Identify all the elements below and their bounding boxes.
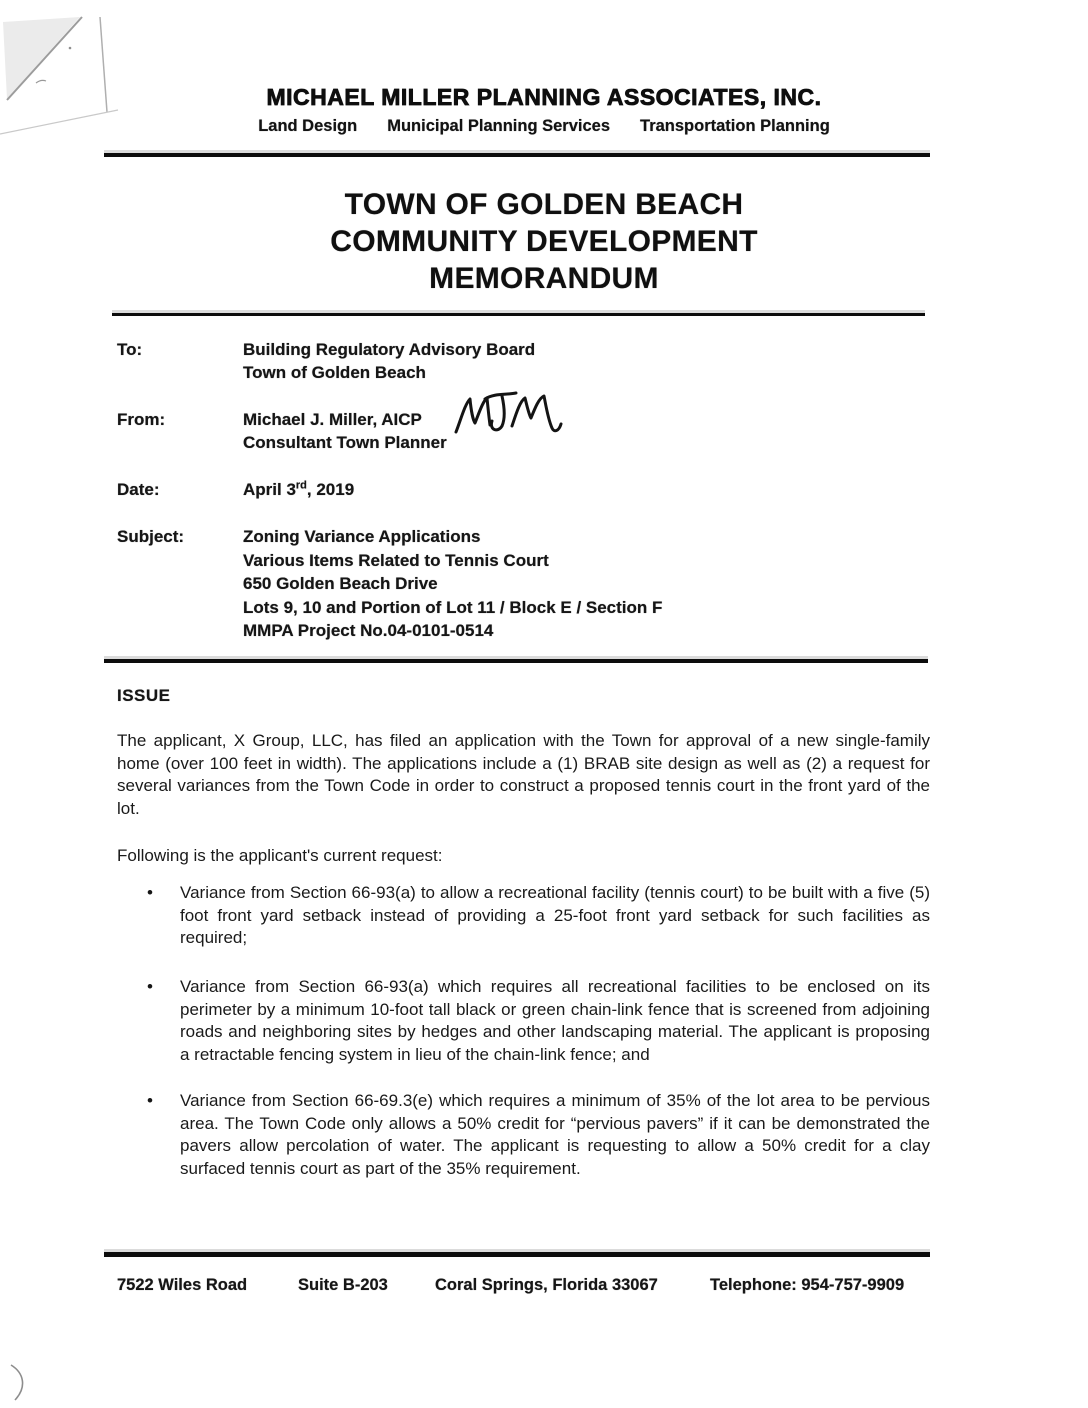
letterhead-services-line bbox=[0, 117, 1088, 136]
memo-title-line-1: TOWN OF GOLDEN BEACH bbox=[344, 188, 744, 221]
letterhead-company-name: MICHAEL MILLER PLANNING ASSOCIATES, INC. bbox=[266, 84, 822, 110]
horizontal-rule-footer bbox=[104, 1252, 930, 1257]
from-value bbox=[243, 408, 447, 454]
horizontal-rule-under-subject bbox=[104, 659, 928, 663]
memo-title bbox=[0, 186, 1088, 297]
horizontal-rule-top bbox=[104, 153, 930, 157]
date-ordinal: rd bbox=[295, 479, 307, 492]
date-main: April 3 bbox=[243, 480, 296, 499]
footer-address: 7522 Wiles Road bbox=[117, 1276, 248, 1294]
subject-value bbox=[243, 525, 662, 643]
subject-line-5: MMPA Project No.04-0101-0514 bbox=[243, 621, 494, 640]
date-rest: , 2019 bbox=[306, 480, 355, 499]
bullet-3-text: Variance from Section 66-69.3(e) which requires a minimum of 35% of the lot area to be pervious area. The Town Code only allows a 50% credit for “pervious pavers” if it can be demonstrated the pavers allow percolation of water. The applicant is requesting to allow a 50% credit for a clay surfaced tennis court as part of the 35% requirement. bbox=[180, 1091, 930, 1178]
to-value bbox=[243, 338, 535, 384]
from-title: Consultant Town Planner bbox=[243, 433, 447, 452]
footer-city-state-zip: Coral Springs, Florida 33067 bbox=[435, 1276, 658, 1294]
from-label: From: bbox=[117, 410, 166, 429]
from-name: Michael J. Miller, AICP bbox=[243, 410, 422, 429]
bullet-3-marker: • bbox=[147, 1091, 153, 1110]
issue-heading: ISSUE bbox=[117, 686, 171, 705]
horizontal-rule-under-title bbox=[112, 313, 925, 316]
service-municipal-planning: Municipal Planning Services bbox=[387, 117, 611, 135]
to-line-2: Town of Golden Beach bbox=[243, 363, 426, 382]
service-transportation-planning: Transportation Planning bbox=[640, 117, 830, 135]
date-label: Date: bbox=[117, 480, 160, 499]
to-line-1: Building Regulatory Advisory Board bbox=[243, 340, 536, 359]
subject-line-1: Zoning Variance Applications bbox=[243, 527, 481, 546]
issue-paragraph: The applicant, X Group, LLC, has filed an application with the Town for approval of a new single-family home (over 100 feet in width). The applications include a (1) BRAB site design as well as (2) a request for several variances from the Town Code in order to construct a proposed tennis court in the front yard of the lot. bbox=[117, 731, 930, 818]
bullet-1-text: Variance from Section 66-93(a) to allow a recreational facility (tennis court) to be built with a five (5) foot front yard setback instead of providing a 25-foot front yard setback for such facilities as required; bbox=[180, 883, 930, 947]
bullet-2-text: Variance from Section 66-93(a) which requires all recreational facilities to be enclosed on its perimeter by a minimum 10-foot tall black or green chain-link fence that is screened from adjoining roads and neighboring sites by hedges and other landscaping material. The applicant is proposing a retractable fencing system in lieu of the chain-link fence; and bbox=[180, 977, 930, 1064]
memo-title-line-3: MEMORANDUM bbox=[429, 262, 659, 295]
signature-initials-mjm bbox=[452, 388, 564, 442]
footer-telephone: Telephone: 954-757-9909 bbox=[710, 1276, 905, 1294]
to-label: To: bbox=[117, 340, 143, 359]
subject-line-4: Lots 9, 10 and Portion of Lot 11 / Block E / Section F bbox=[243, 597, 663, 617]
footer-suite: Suite B-203 bbox=[298, 1276, 388, 1294]
bullet-1-marker: • bbox=[147, 883, 153, 902]
date-value bbox=[243, 478, 354, 501]
request-intro: Following is the applicant's current request: bbox=[117, 846, 443, 865]
subject-line-3: 650 Golden Beach Drive bbox=[243, 574, 438, 593]
subject-label: Subject: bbox=[117, 527, 185, 546]
subject-line-2: Various Items Related to Tennis Court bbox=[243, 550, 549, 570]
bullet-2-marker: • bbox=[147, 977, 153, 996]
scan-stray-mark bbox=[8, 1363, 34, 1405]
memo-title-line-2: COMMUNITY DEVELOPMENT bbox=[330, 225, 758, 258]
service-land-design: Land Design bbox=[258, 117, 358, 135]
